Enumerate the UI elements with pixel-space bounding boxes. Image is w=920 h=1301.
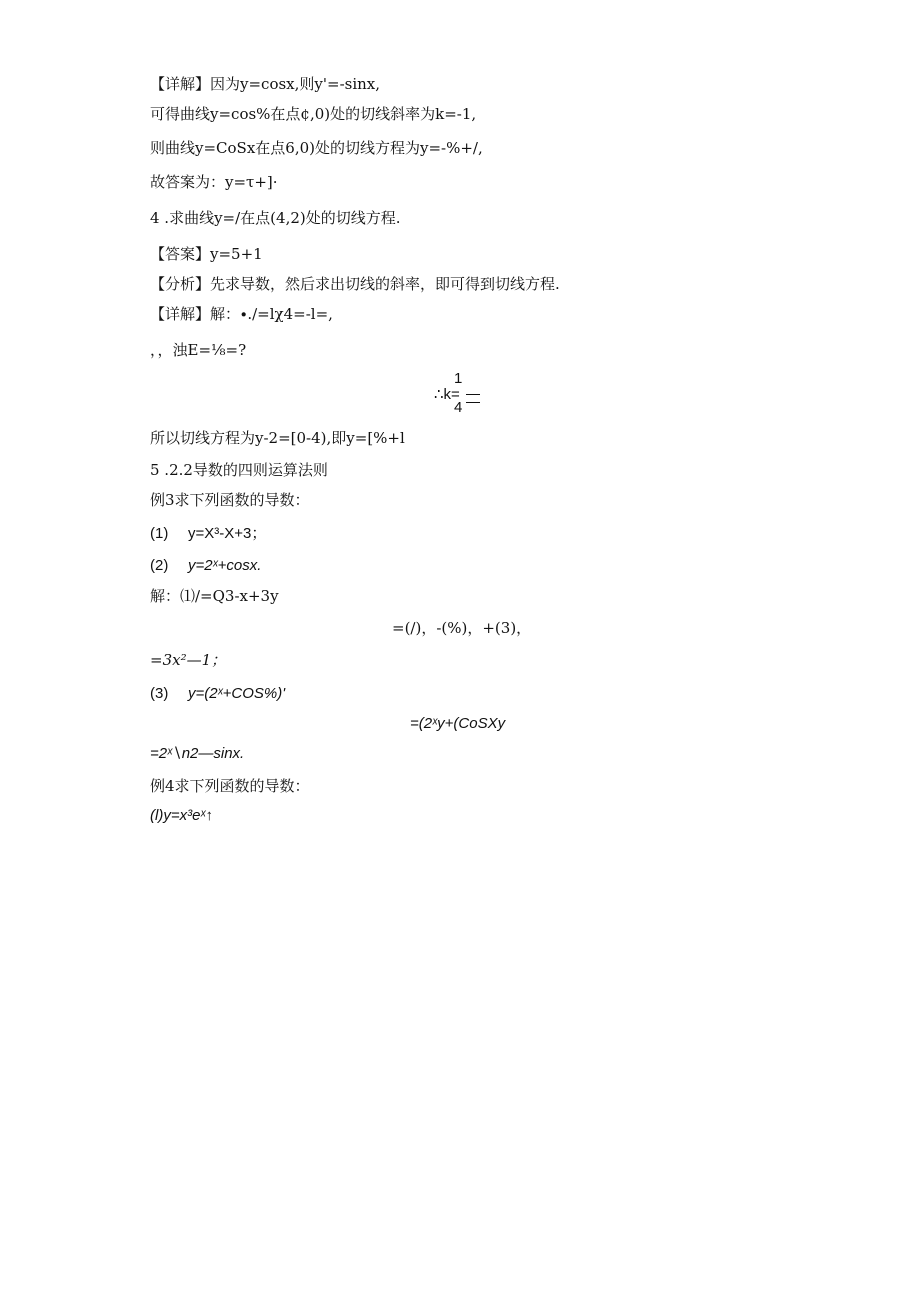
fraction-numerator: 1	[454, 370, 463, 387]
item-3-number: (3)	[150, 685, 169, 702]
section-heading: 5 .2.2导数的四则运算法则	[150, 461, 328, 479]
text-line-9: ，，浊E=⅛=?	[150, 341, 247, 359]
derivation-result-2: =2ˣ∖n2—sinx.	[150, 745, 245, 762]
item-2-number: (2)	[150, 557, 169, 574]
example-4: 例4求下列函数的导数：	[150, 777, 310, 795]
text-line-2: 可得曲线y=cos%在点¢,0)处的切线斜率为k=-1,	[150, 105, 477, 123]
solution-1: 解：⑴∕=Q3-x+3y	[150, 587, 279, 605]
item-1-formula: y=X³-X+3；	[188, 525, 267, 542]
item-3-formula: y=(2ˣ+COS%)'	[188, 685, 286, 702]
text-line-3: 则曲线y=CoSx在点6,0)处的切线方程为y=-%+/,	[150, 139, 483, 157]
derivation-line-2: =(2ˣy+(CoSXy	[410, 715, 506, 732]
answer-line: 【答案】y=5+1	[150, 245, 263, 263]
derivation-line-1: =(∕)，-(%)，+(3)，	[392, 619, 532, 637]
fraction-denominator: 4	[454, 399, 463, 416]
slope-fraction	[432, 370, 492, 418]
fraction-bar	[466, 394, 480, 395]
text-line-1: 【详解】因为y=cosx,则y'=-sinx,	[150, 75, 381, 93]
item-2-formula: y=2ˣ+cosx.	[188, 557, 262, 574]
text-line-10: 所以切线方程为y-2=[0-4),即y=[%+l	[150, 429, 405, 447]
example-4-item-1: (l)y=x³eˣ↑	[150, 807, 213, 824]
text-line-4: 故答案为：y=τ+]·	[150, 173, 278, 191]
fraction-prefix: ∴k=	[434, 386, 460, 403]
item-1-number: (1)	[150, 525, 169, 542]
analysis-line: 【分析】先求导数，然后求出切线的斜率，即可得到切线方程.	[150, 275, 560, 293]
derivation-result-1: =3x²—1；	[150, 651, 227, 669]
example-3: 例3求下列函数的导数：	[150, 491, 310, 509]
question-4: 4 .求曲线y=/在点(4,2)处的切线方程.	[150, 209, 401, 227]
solution-line: 【详解】解：∙.∕=lχ4=-l=,	[150, 305, 333, 323]
fraction-bar-lower	[466, 402, 480, 403]
